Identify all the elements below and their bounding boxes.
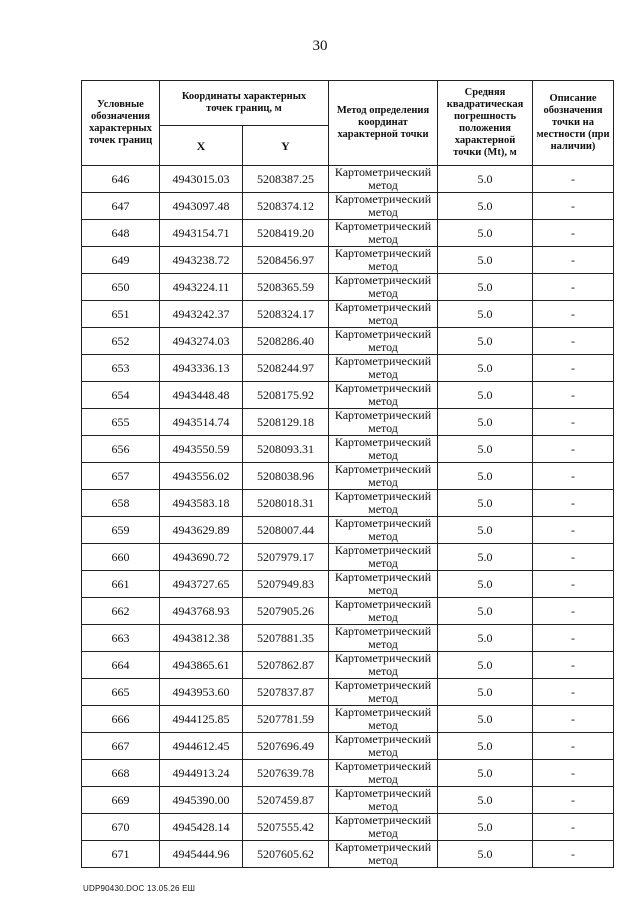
x-coordinate-cell: 4943629.89: [160, 517, 243, 544]
method-cell: Картометрический метод: [329, 193, 438, 220]
x-coordinate-cell: 4943015.03: [160, 166, 243, 193]
accuracy-cell: 5.0: [438, 679, 533, 706]
y-coordinate-cell: 5208244.97: [243, 355, 329, 382]
method-cell: Картометрический метод: [329, 760, 438, 787]
accuracy-cell: 5.0: [438, 841, 533, 868]
description-cell: -: [533, 490, 614, 517]
description-cell: -: [533, 760, 614, 787]
accuracy-cell: 5.0: [438, 166, 533, 193]
y-coordinate-cell: 5207555.42: [243, 814, 329, 841]
y-coordinate-cell: 5207862.87: [243, 652, 329, 679]
point-id-cell: 666: [82, 706, 160, 733]
header-x: X: [160, 126, 243, 166]
x-coordinate-cell: 4943727.65: [160, 571, 243, 598]
method-cell: Картометрический метод: [329, 787, 438, 814]
table-row: [82, 436, 614, 463]
accuracy-cell: 5.0: [438, 598, 533, 625]
point-id-cell: 671: [82, 841, 160, 868]
accuracy-cell: 5.0: [438, 625, 533, 652]
y-coordinate-cell: 5208374.12: [243, 193, 329, 220]
x-coordinate-cell: 4943865.61: [160, 652, 243, 679]
x-coordinate-cell: 4943556.02: [160, 463, 243, 490]
method-cell: Картометрический метод: [329, 652, 438, 679]
accuracy-cell: 5.0: [438, 544, 533, 571]
table-body: [82, 166, 614, 868]
x-coordinate-cell: 4943583.18: [160, 490, 243, 517]
header-method: Метод определения координат характерной точки: [329, 81, 438, 166]
y-coordinate-cell: 5208365.59: [243, 274, 329, 301]
point-id-cell: 649: [82, 247, 160, 274]
method-cell: Картометрический метод: [329, 463, 438, 490]
y-coordinate-cell: 5207696.49: [243, 733, 329, 760]
x-coordinate-cell: 4944913.24: [160, 760, 243, 787]
method-cell: Картометрический метод: [329, 571, 438, 598]
y-coordinate-cell: 5207605.62: [243, 841, 329, 868]
y-coordinate-cell: 5207837.87: [243, 679, 329, 706]
point-id-cell: 651: [82, 301, 160, 328]
accuracy-cell: 5.0: [438, 247, 533, 274]
header-description: Описание обозначения точки на местности (при наличии): [533, 81, 614, 166]
y-coordinate-cell: 5208286.40: [243, 328, 329, 355]
point-id-cell: 648: [82, 220, 160, 247]
table-row: [82, 760, 614, 787]
point-id-cell: 660: [82, 544, 160, 571]
table-row: [82, 598, 614, 625]
table-row: [82, 166, 614, 193]
description-cell: -: [533, 652, 614, 679]
description-cell: -: [533, 301, 614, 328]
x-coordinate-cell: 4945428.14: [160, 814, 243, 841]
method-cell: Картометрический метод: [329, 355, 438, 382]
description-cell: -: [533, 841, 614, 868]
description-cell: -: [533, 220, 614, 247]
method-cell: Картометрический метод: [329, 436, 438, 463]
description-cell: -: [533, 436, 614, 463]
point-id-cell: 656: [82, 436, 160, 463]
x-coordinate-cell: 4943550.59: [160, 436, 243, 463]
y-coordinate-cell: 5208007.44: [243, 517, 329, 544]
description-cell: -: [533, 625, 614, 652]
y-coordinate-cell: 5207881.35: [243, 625, 329, 652]
y-coordinate-cell: 5208038.96: [243, 463, 329, 490]
method-cell: Картометрический метод: [329, 274, 438, 301]
method-cell: Картометрический метод: [329, 328, 438, 355]
table-row: [82, 625, 614, 652]
method-cell: Картометрический метод: [329, 625, 438, 652]
description-cell: -: [533, 193, 614, 220]
x-coordinate-cell: 4943242.37: [160, 301, 243, 328]
point-id-cell: 657: [82, 463, 160, 490]
y-coordinate-cell: 5208419.20: [243, 220, 329, 247]
y-coordinate-cell: 5208387.25: [243, 166, 329, 193]
y-coordinate-cell: 5207459.87: [243, 787, 329, 814]
table-row: [82, 220, 614, 247]
description-cell: -: [533, 733, 614, 760]
description-cell: -: [533, 463, 614, 490]
x-coordinate-cell: 4943238.72: [160, 247, 243, 274]
x-coordinate-cell: 4944125.85: [160, 706, 243, 733]
x-coordinate-cell: 4943953.60: [160, 679, 243, 706]
table-row: [82, 733, 614, 760]
method-cell: Картометрический метод: [329, 166, 438, 193]
point-id-cell: 668: [82, 760, 160, 787]
accuracy-cell: 5.0: [438, 382, 533, 409]
accuracy-cell: 5.0: [438, 274, 533, 301]
y-coordinate-cell: 5207905.26: [243, 598, 329, 625]
y-coordinate-cell: 5207639.78: [243, 760, 329, 787]
table-row: [82, 544, 614, 571]
accuracy-cell: 5.0: [438, 220, 533, 247]
description-cell: -: [533, 571, 614, 598]
point-id-cell: 661: [82, 571, 160, 598]
table-row: [82, 814, 614, 841]
accuracy-cell: 5.0: [438, 301, 533, 328]
y-coordinate-cell: 5208456.97: [243, 247, 329, 274]
point-id-cell: 665: [82, 679, 160, 706]
x-coordinate-cell: 4943514.74: [160, 409, 243, 436]
x-coordinate-cell: 4943274.03: [160, 328, 243, 355]
description-cell: -: [533, 166, 614, 193]
method-cell: Картометрический метод: [329, 247, 438, 274]
accuracy-cell: 5.0: [438, 409, 533, 436]
accuracy-cell: 5.0: [438, 463, 533, 490]
point-id-cell: 655: [82, 409, 160, 436]
accuracy-cell: 5.0: [438, 490, 533, 517]
accuracy-cell: 5.0: [438, 436, 533, 463]
method-cell: Картометрический метод: [329, 382, 438, 409]
method-cell: Картометрический метод: [329, 301, 438, 328]
point-id-cell: 652: [82, 328, 160, 355]
x-coordinate-cell: 4943224.11: [160, 274, 243, 301]
accuracy-cell: 5.0: [438, 571, 533, 598]
accuracy-cell: 5.0: [438, 787, 533, 814]
y-coordinate-cell: 5208018.31: [243, 490, 329, 517]
table-row: [82, 706, 614, 733]
point-id-cell: 647: [82, 193, 160, 220]
accuracy-cell: 5.0: [438, 328, 533, 355]
table-row: [82, 409, 614, 436]
point-id-cell: 650: [82, 274, 160, 301]
point-id-cell: 662: [82, 598, 160, 625]
y-coordinate-cell: 5207781.59: [243, 706, 329, 733]
accuracy-cell: 5.0: [438, 706, 533, 733]
x-coordinate-cell: 4945444.96: [160, 841, 243, 868]
x-coordinate-cell: 4943336.13: [160, 355, 243, 382]
point-id-cell: 654: [82, 382, 160, 409]
method-cell: Картометрический метод: [329, 733, 438, 760]
table-row: [82, 274, 614, 301]
y-coordinate-cell: 5208324.17: [243, 301, 329, 328]
description-cell: -: [533, 679, 614, 706]
point-id-cell: 658: [82, 490, 160, 517]
table-row: [82, 679, 614, 706]
accuracy-cell: 5.0: [438, 193, 533, 220]
accuracy-cell: 5.0: [438, 814, 533, 841]
description-cell: -: [533, 247, 614, 274]
x-coordinate-cell: 4943448.48: [160, 382, 243, 409]
description-cell: -: [533, 409, 614, 436]
accuracy-cell: 5.0: [438, 733, 533, 760]
point-id-cell: 659: [82, 517, 160, 544]
header-coords-group: Координаты характерных точек границ, м: [160, 81, 329, 126]
method-cell: Картометрический метод: [329, 544, 438, 571]
table-row: [82, 382, 614, 409]
coordinates-table: [81, 80, 614, 868]
point-id-cell: 664: [82, 652, 160, 679]
description-cell: -: [533, 382, 614, 409]
description-cell: -: [533, 274, 614, 301]
point-id-cell: 646: [82, 166, 160, 193]
method-cell: Картометрический метод: [329, 598, 438, 625]
method-cell: Картометрический метод: [329, 517, 438, 544]
x-coordinate-cell: 4945390.00: [160, 787, 243, 814]
table-header: [82, 81, 614, 166]
y-coordinate-cell: 5208093.31: [243, 436, 329, 463]
x-coordinate-cell: 4944612.45: [160, 733, 243, 760]
description-cell: -: [533, 814, 614, 841]
table-row: [82, 301, 614, 328]
x-coordinate-cell: 4943097.48: [160, 193, 243, 220]
accuracy-cell: 5.0: [438, 760, 533, 787]
point-id-cell: 653: [82, 355, 160, 382]
y-coordinate-cell: 5208175.92: [243, 382, 329, 409]
header-point-label: Условные обозначения характерных точек границ: [82, 81, 160, 166]
table-row: [82, 193, 614, 220]
method-cell: Картометрический метод: [329, 706, 438, 733]
table-row: [82, 841, 614, 868]
description-cell: -: [533, 598, 614, 625]
document-footer: UDP90430.DOC 13.05.26 ЕШ: [83, 884, 196, 893]
method-cell: Картометрический метод: [329, 679, 438, 706]
page-number: 30: [312, 38, 328, 54]
header-accuracy: Средняя квадратическая погрешность положения характерной точки (Mt), м: [438, 81, 533, 166]
method-cell: Картометрический метод: [329, 814, 438, 841]
header-y: Y: [243, 126, 329, 166]
table-row: [82, 652, 614, 679]
x-coordinate-cell: 4943768.93: [160, 598, 243, 625]
accuracy-cell: 5.0: [438, 355, 533, 382]
accuracy-cell: 5.0: [438, 517, 533, 544]
point-id-cell: 667: [82, 733, 160, 760]
point-id-cell: 663: [82, 625, 160, 652]
description-cell: -: [533, 517, 614, 544]
x-coordinate-cell: 4943154.71: [160, 220, 243, 247]
y-coordinate-cell: 5207979.17: [243, 544, 329, 571]
method-cell: Картометрический метод: [329, 220, 438, 247]
x-coordinate-cell: 4943812.38: [160, 625, 243, 652]
point-id-cell: 669: [82, 787, 160, 814]
y-coordinate-cell: 5207949.83: [243, 571, 329, 598]
description-cell: -: [533, 706, 614, 733]
description-cell: -: [533, 787, 614, 814]
table-row: [82, 490, 614, 517]
description-cell: -: [533, 328, 614, 355]
method-cell: Картометрический метод: [329, 409, 438, 436]
table-row: [82, 463, 614, 490]
accuracy-cell: 5.0: [438, 652, 533, 679]
x-coordinate-cell: 4943690.72: [160, 544, 243, 571]
table-row: [82, 787, 614, 814]
description-cell: -: [533, 355, 614, 382]
table-row: [82, 328, 614, 355]
table-row: [82, 355, 614, 382]
y-coordinate-cell: 5208129.18: [243, 409, 329, 436]
table-row: [82, 517, 614, 544]
table-row: [82, 571, 614, 598]
description-cell: -: [533, 544, 614, 571]
point-id-cell: 670: [82, 814, 160, 841]
method-cell: Картометрический метод: [329, 841, 438, 868]
table-row: [82, 247, 614, 274]
method-cell: Картометрический метод: [329, 490, 438, 517]
